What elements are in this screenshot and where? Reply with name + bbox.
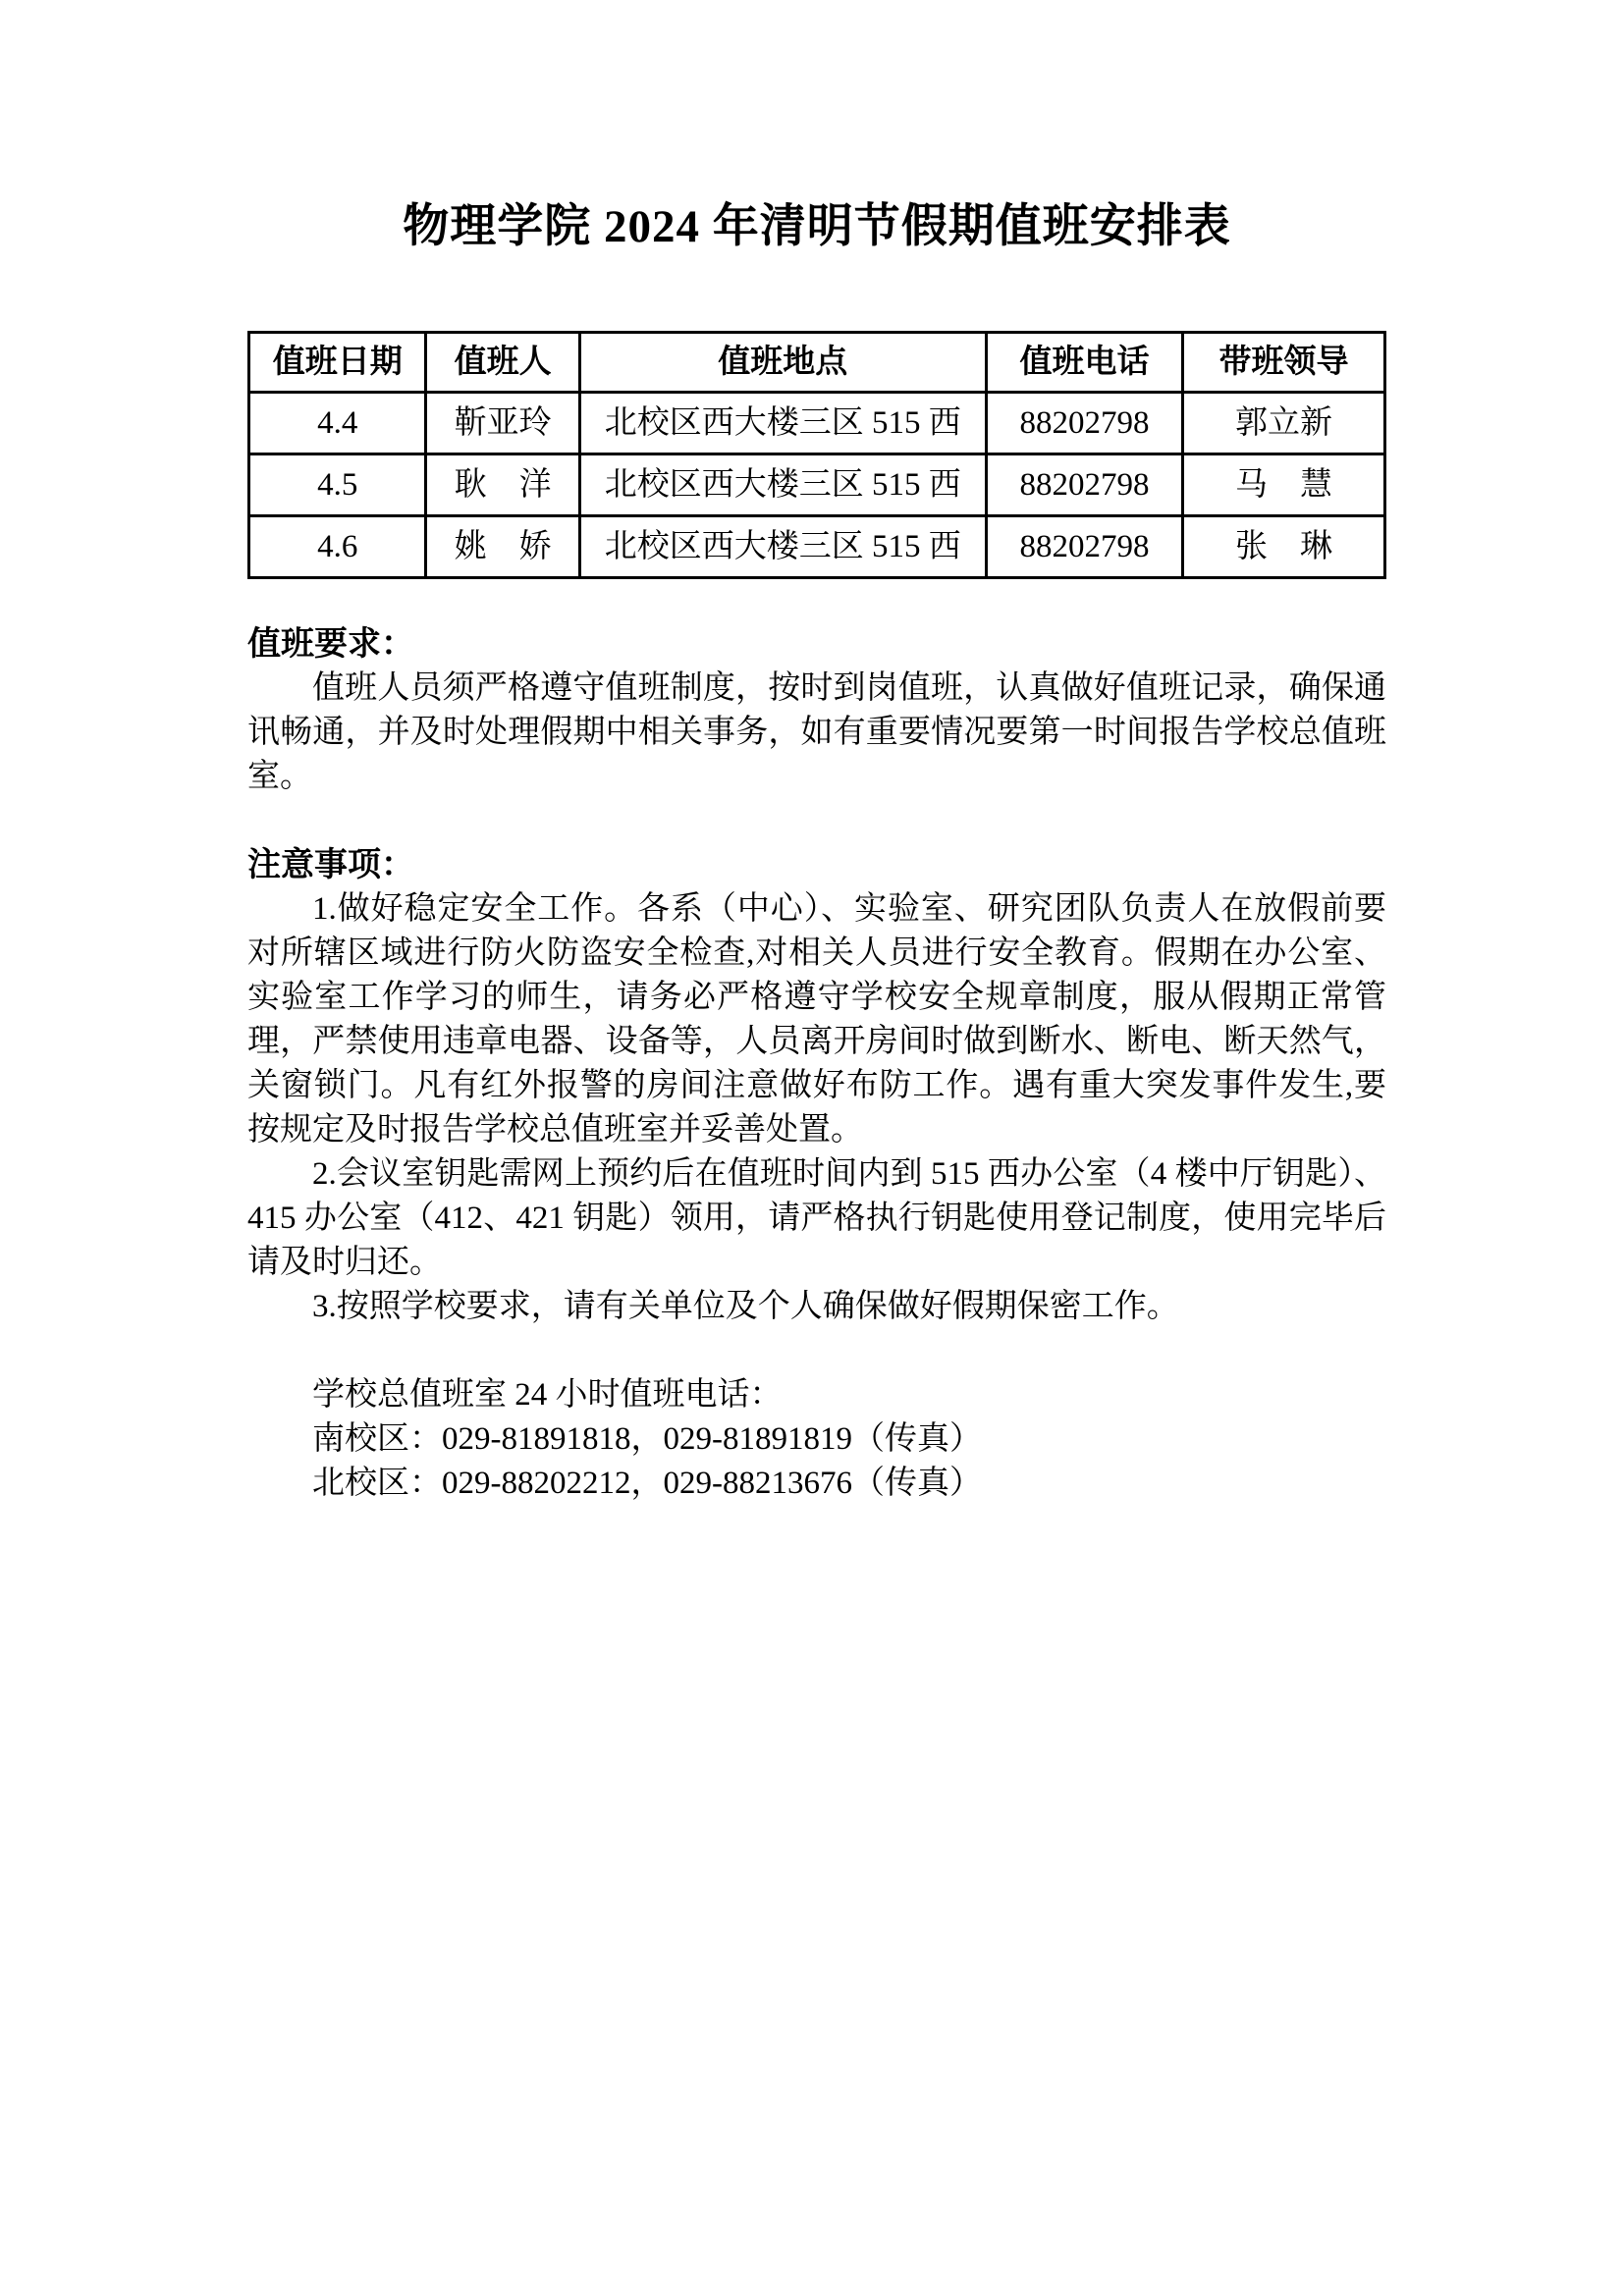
notes-item-3: 3.按照学校要求，请有关单位及个人确保做好假期保密工作。 xyxy=(312,1289,1179,1324)
table-row xyxy=(249,393,1385,454)
cell-duty-phone: 88202798 xyxy=(986,393,1182,454)
notes-heading: 注意事项： xyxy=(247,847,414,883)
col-header-duty-phone: 值班电话 xyxy=(986,333,1182,393)
contact-south-campus-line: 南校区：029-81891818，029-81891819（传真） xyxy=(312,1421,982,1457)
cell-duty-leader: 张 琳 xyxy=(1183,516,1385,578)
col-header-duty-date: 值班日期 xyxy=(249,333,426,393)
cell-duty-person: 姚 娇 xyxy=(426,516,579,578)
section-notes xyxy=(247,843,1386,1329)
duty-schedule-table xyxy=(247,331,1386,579)
page-title: 物理学院 2024 年清明节假期值班安排表 xyxy=(403,201,1231,252)
cell-duty-date: 4.6 xyxy=(249,516,426,578)
notes-item-2: 2.会议室钥匙需网上预约后在值班时间内到 515 西办公室（4 楼中厅钥匙）、415 办公室（412、421 钥匙）领用，请严格执行钥匙使用登记制度，使用完毕后请及时归还。 xyxy=(247,1156,1386,1280)
col-header-duty-leader: 带班领导 xyxy=(1183,333,1385,393)
cell-duty-leader: 郭立新 xyxy=(1183,393,1385,454)
cell-duty-location: 北校区西大楼三区 515 西 xyxy=(579,454,986,516)
table-row xyxy=(249,516,1385,578)
cell-duty-person: 靳亚玲 xyxy=(426,393,579,454)
notes-item-1: 1.做好稳定安全工作。各系（中心）、实验室、研究团队负责人在放假前要对所辖区域进行防火防盗安全检查,对相关人员进行安全教育。假期在办公室、实验室工作学习的师生，请务必严格遵守学校安全规章制度，服从假期正常管理，严禁使用违章电器、设备等，人员离开房间时做到断水、断电、断天然气，关窗锁门。凡有红外报警的房间注意做好布防工作。遇有重大突发事件发生,要按规定及时报告学校总值班室并妥善处置。 xyxy=(247,891,1386,1148)
emergency-contact-block xyxy=(247,1373,1386,1506)
contact-north-campus-line: 北校区：029-88202212，029-88213676（传真） xyxy=(312,1466,982,1501)
duty-requirements-heading: 值班要求： xyxy=(247,626,414,663)
cell-duty-location: 北校区西大楼三区 515 西 xyxy=(579,393,986,454)
table-row xyxy=(249,454,1385,516)
duty-requirements-paragraph: 值班人员须严格遵守值班制度，按时到岗值班，认真做好值班记录，确保通讯畅通，并及时处理假期中相关事务，如有重要情况要第一时间报告学校总值班室。 xyxy=(247,670,1386,794)
col-header-duty-person: 值班人 xyxy=(426,333,579,393)
cell-duty-person: 耿 洋 xyxy=(426,454,579,516)
cell-duty-date: 4.5 xyxy=(249,454,426,516)
cell-duty-location: 北校区西大楼三区 515 西 xyxy=(579,516,986,578)
section-duty-requirements xyxy=(247,622,1386,799)
col-header-duty-location: 值班地点 xyxy=(579,333,986,393)
cell-duty-phone: 88202798 xyxy=(986,516,1182,578)
cell-duty-leader: 马 慧 xyxy=(1183,454,1385,516)
cell-duty-date: 4.4 xyxy=(249,393,426,454)
cell-duty-phone: 88202798 xyxy=(986,454,1182,516)
contact-title-line: 学校总值班室 24 小时值班电话： xyxy=(312,1377,783,1413)
table-header-row xyxy=(249,333,1385,393)
